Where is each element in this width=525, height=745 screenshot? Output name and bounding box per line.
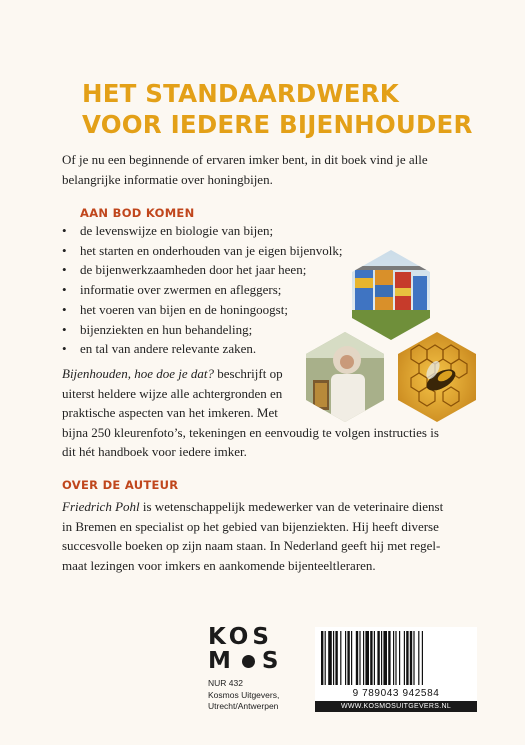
barcode-bar [340,631,341,685]
barcode-bar [359,631,360,685]
nur-code: NUR 432 [208,678,243,688]
description-paragraph [62,364,472,462]
barcode-bar [363,631,364,685]
barcode-bar [393,631,394,685]
tagline-line-1: HET STANDAARDWERK [82,79,399,108]
logo-bottom-row [208,649,288,673]
barcode-bar [365,631,369,685]
book-title-italic: Bijenhouden, hoe doe je dat? [62,366,214,381]
barcode-bar [422,631,423,685]
barcode-bar [321,631,323,685]
barcode-bar [381,631,382,685]
description-line-2: uiterst heldere wijze alle achtergronden en [62,385,283,401]
barcode-bar [347,631,349,685]
isbn-digits: 9 789043 942584 [352,688,440,699]
bullet-icon: • [62,242,67,258]
barcode-bar [418,631,419,685]
publisher-imprint [208,678,279,713]
bullet-icon: • [62,321,67,337]
author-line-2: in Bremen en specialist op het gebied van bijenziekten. Hij heeft diverse [62,518,439,534]
section-heading-contents: AAN BOD KOMEN [80,206,195,220]
barcode-bar [345,631,346,685]
kosmos-logo [208,625,288,673]
contents-list [62,221,343,359]
intro-line-1: Of je nu een beginnende of ervaren imker bent, in dit boek vind je alle [62,152,428,167]
list-item-text: bijenziekten en hun behandeling; [80,321,253,337]
list-item-text: het starten en onderhouden van je eigen bijenvolk; [80,242,343,258]
list-item-text: en tal van andere relevante zaken. [80,341,257,357]
description-line-5: dit hét handboek voor iedere imker. [62,444,247,459]
list-item [62,221,302,241]
list-item [62,260,307,280]
barcode-bar [335,631,337,685]
list-item-text: informatie over zwermen en afleggers; [80,282,282,298]
bullet-icon: • [62,282,67,298]
author-name: Friedrich Pohl [62,499,140,514]
bullet-icon: • [62,223,67,238]
barcode-bar [383,631,387,685]
list-item-text: de bijenwerkzaamheden door het jaar heen; [80,262,307,278]
barcode-bar [404,631,405,685]
section-heading-author: OVER DE AUTEUR [62,478,179,492]
barcode-bars [315,627,477,689]
barcode-bar [406,631,408,685]
intro-line-2: belangrijke informatie over honingbijen. [62,171,273,187]
barcode-bar [377,631,379,685]
logo-dot-icon [242,655,255,668]
barcode-bar [325,631,326,685]
bullet-icon: • [62,301,67,317]
book-tagline [82,78,473,140]
list-item-text: de levenswijze en biologie van bijen; [80,223,274,238]
intro-paragraph [62,150,467,189]
list-item [62,339,302,359]
logo-top-row: KOS [208,624,273,650]
barcode-bar [413,631,414,685]
list-item [62,300,302,320]
publisher-website: WWW.KOSMOSUITGEVERS.NL [315,701,477,712]
logo-letter-s: S [261,648,283,674]
barcode-bar [374,631,375,685]
description-line-1 [62,364,472,384]
author-line-4: maat lezingen voor imkers en aankomende bijenteeltleraren. [62,557,376,573]
description-line-4: bijna 250 kleurenfoto’s, tekeningen en eenvoudig te volgen instructies is [62,424,439,440]
barcode-bar [370,631,372,685]
barcode-bar [356,631,358,685]
publisher-name: Kosmos Uitgevers, [208,689,280,700]
description-line-1-rest: beschrijft op [214,366,283,381]
logo-letter-m: M [208,648,235,674]
bullet-icon: • [62,262,67,278]
barcode-bar [399,631,400,685]
publisher-city: Utrecht/Antwerpen [208,701,279,711]
tagline-line-2: VOOR IEDERE BIJENHOUDER [82,110,473,139]
list-item [62,280,302,300]
beehives-photo [346,245,436,345]
isbn-barcode [315,627,477,712]
author-line-1 [62,497,472,517]
barcode-bar [333,631,334,685]
description-line-3: praktische aspecten van het imkeren. Met [62,405,278,420]
author-line-3: succesvolle boeken op zijn naam staan. In Nederland geeft hij met regel- [62,538,441,553]
barcode-bar [410,631,412,685]
list-item-text: het voeren van bijen en de honingoogst; [80,301,288,317]
list-item [62,241,343,261]
barcode-bar [388,631,390,685]
barcode-bar [351,631,352,685]
list-item [62,320,302,340]
author-line-1-rest: is wetenschappelijk medewerker van de veterinaire dienst [139,499,444,514]
barcode-bar [395,631,396,685]
author-paragraph [62,497,472,575]
bullet-icon: • [62,341,67,357]
barcode-bar [328,631,332,685]
